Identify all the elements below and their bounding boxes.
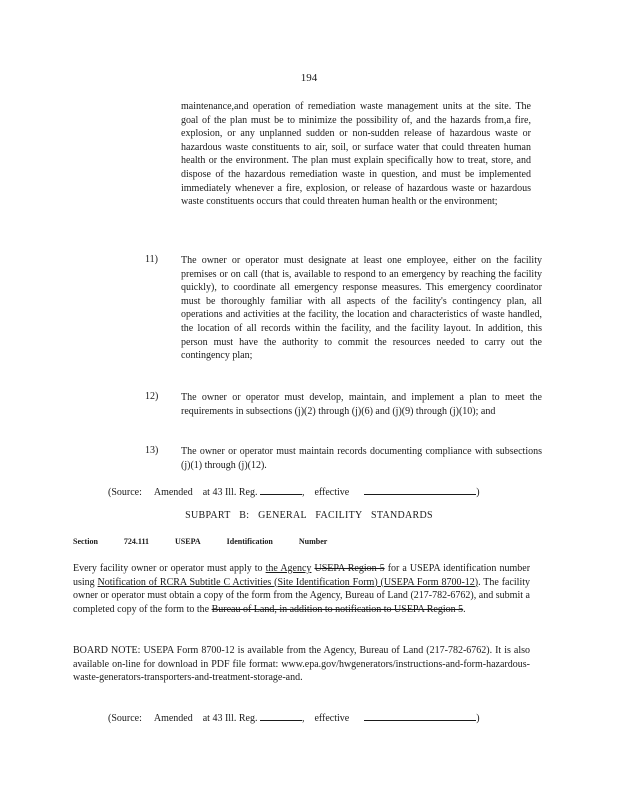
body-text: Every facility owner or operator must apply to xyxy=(73,563,266,574)
source-register: at 43 Ill. Reg. xyxy=(202,713,258,724)
effective-date-blank xyxy=(364,485,476,495)
register-blank xyxy=(260,711,302,721)
body-text: . xyxy=(463,603,466,615)
board-note: BOARD NOTE: USEPA Form 8700-12 is available from the Agency, Bureau of Land (217-782-6762). It is also available on-line for download in PDF file format: www.epa.gov/hwgenerators/instructions-and-form-hazardous-waste-generators-transporters-and-treatment-storage-and. xyxy=(73,645,530,684)
register-blank xyxy=(260,485,302,495)
item-text: The owner or operator must maintain records documenting compliance with subsections (j)(1) through (j)(12). xyxy=(181,446,542,471)
inserted-text: the Agency xyxy=(265,563,312,574)
source-effective: effective xyxy=(314,487,350,498)
subpart-heading: SUBPART B: GENERAL FACILITY STANDARDS xyxy=(185,510,433,521)
section-title-word: Identification xyxy=(226,537,273,546)
item-text: The owner or operator must designate at least one employee, either on the facility premises or on call (that is, available to respond to an emergency by reaching the facility quickly), to coordinate all emergency response measures. This emergency coordinator must be thoroughly familiar with all aspects of the facility's contingency plan, all operations and activities at the facility, the location and characteristics of waste handled, the location of all records within the facility, and the facility layout. In addition, this person must have the authority to commit the resources needed to carry out the contingency plan; xyxy=(181,255,542,362)
section-title-word: Number xyxy=(298,537,328,546)
source-comma: , xyxy=(301,487,305,498)
source-register: at 43 Ill. Reg. xyxy=(202,487,258,498)
section-number: 724.111 xyxy=(123,537,150,546)
item-text: The owner or operator must develop, maintain, and implement a plan to meet the requirements in subsections (j)(2) through (j)(6) and (j)(9) through (j)(10); and xyxy=(181,392,542,417)
source-suffix: ) xyxy=(476,487,480,498)
source-prefix: (Source: xyxy=(108,487,142,498)
item-number: 12) xyxy=(145,391,159,402)
section-label: Section xyxy=(73,537,98,546)
section-agency: USEPA xyxy=(175,537,201,546)
body-text: for a USEPA identification number using xyxy=(73,563,531,588)
continuation-paragraph: maintenance,and operation of remediation waste management units at the site. The goal of the plan must be to minimize the possibility of, and the hazards from,a fire, explosion, or any unplanned sudden or non-sudden release of hazardous waste or hazardous waste constituents to air, soil, or surface water that could threaten human health or the environment. The plan must explain specifically how to treat, store, and dispose of the hazardous remediation waste in question, and must be implemented immediately whenever a fire, explosion, or release of hazardous waste or hazardous waste constituents occurs that could threaten human health or the environment; xyxy=(181,101,531,208)
section-body xyxy=(73,562,530,616)
source-comma: , xyxy=(301,713,305,724)
effective-date-blank xyxy=(364,711,476,721)
section-heading xyxy=(73,537,351,546)
item-number: 13) xyxy=(145,445,159,456)
source-prefix: (Source: xyxy=(108,713,142,724)
item-number: 11) xyxy=(145,254,158,265)
deleted-text: Bureau of Land, in addition to notification to USEPA Region 5 xyxy=(211,603,464,615)
page-number: 194 xyxy=(300,72,318,84)
source-amended: Amended xyxy=(153,713,193,724)
source-amended: Amended xyxy=(153,487,193,498)
body-text: . The facility owner or operator must obtain a copy of the form from the Agency, Bureau of Land (217-782-6762), and submit a completed copy of the form to the xyxy=(73,576,531,615)
source-note xyxy=(108,485,480,498)
source-note xyxy=(108,711,480,724)
inserted-text: Notification of RCRA Subtitle C Activities (Site Identification Form) (USEPA Form 8700-12) xyxy=(97,576,479,588)
deleted-text: USEPA Region 5 xyxy=(314,563,385,574)
source-effective: effective xyxy=(314,713,350,724)
source-suffix: ) xyxy=(476,713,480,724)
